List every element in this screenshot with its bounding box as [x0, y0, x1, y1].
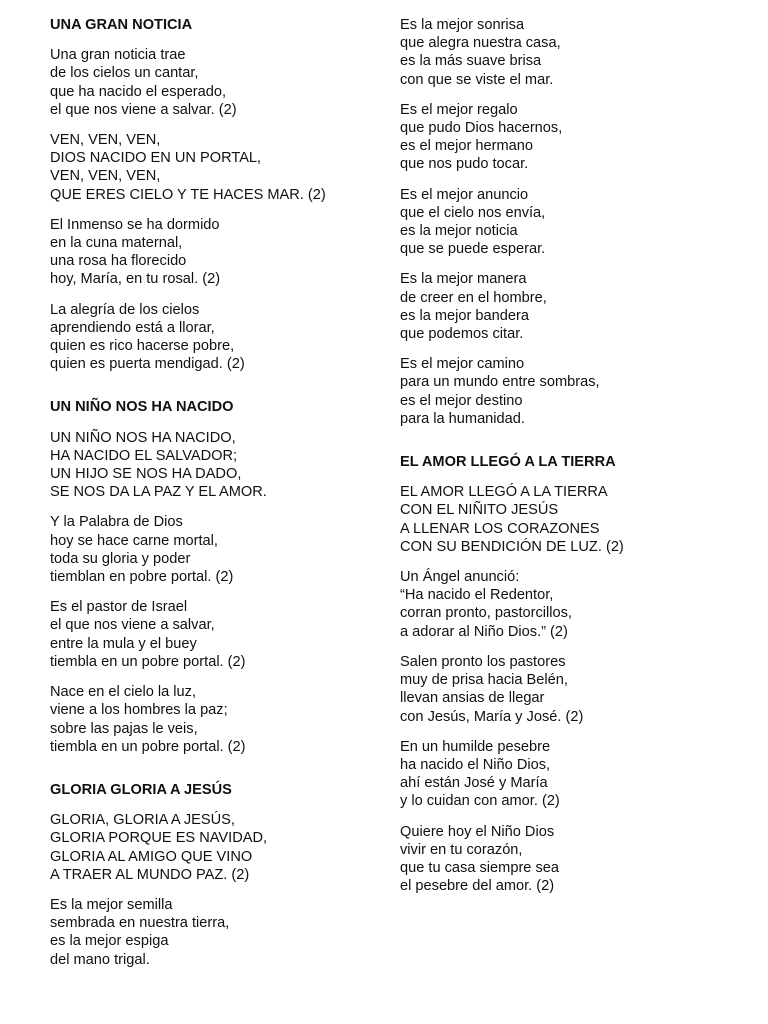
lyric-line: GLORIA AL AMIGO QUE VINO [50, 848, 253, 865]
lyric-line: A LLENAR LOS CORAZONES [400, 520, 600, 537]
lyric-line: corran pronto, pastorcillos, [400, 605, 572, 622]
song-title-el-amor-llego-a-la-tierra: EL AMOR LLEGÓ A LA TIERRA [400, 454, 616, 471]
left-column [50, 16, 380, 981]
lyric-line: el que nos viene a salvar. (2) [50, 101, 237, 118]
lyric-line: que el cielo nos envía, [400, 204, 546, 221]
lyric-line: es la mejor bandera [400, 307, 529, 324]
right-column [400, 16, 740, 907]
song-title-gloria-gloria-a-jesus: GLORIA GLORIA A JESÚS [50, 781, 232, 798]
lyric-line: Es la mejor manera [400, 271, 527, 288]
stanza [400, 270, 740, 343]
lyric-line: el pesebre del amor. (2) [400, 878, 555, 895]
stanza [400, 823, 740, 896]
lyric-line: QUE ERES CIELO Y TE HACES MAR. (2) [50, 186, 326, 203]
stanza [400, 568, 740, 641]
lyric-line: VEN, VEN, VEN, [50, 168, 161, 185]
lyric-line: La alegría de los cielos [50, 301, 200, 318]
lyric-line: A TRAER AL MUNDO PAZ. (2) [50, 866, 250, 883]
lyric-line: UN NIÑO NOS HA NACIDO, [50, 429, 236, 446]
lyric-line: que tu casa siempre sea [400, 859, 559, 876]
lyric-line: con Jesús, María y José. (2) [400, 708, 584, 725]
lyric-line: Salen pronto los pastores [400, 653, 566, 670]
lyric-line: que ha nacido el esperado, [50, 83, 227, 100]
lyric-line: es la mejor espiga [50, 933, 169, 950]
lyric-line: de los cielos un cantar, [50, 65, 199, 82]
lyric-line: para la humanidad. [400, 410, 525, 427]
lyric-line: es el mejor hermano [400, 138, 534, 155]
lyric-line: VEN, VEN, VEN, [50, 132, 161, 149]
lyric-line: Y la Palabra de Dios [50, 514, 183, 531]
lyric-line: CON SU BENDICIÓN DE LUZ. (2) [400, 538, 624, 555]
lyric-line: Es el mejor anuncio [400, 186, 529, 203]
lyric-line: ahí están José y María [400, 775, 548, 792]
lyric-line: entre la mula y el buey [50, 635, 197, 652]
lyric-line: Es el mejor regalo [400, 101, 518, 118]
lyric-line: Quiere hoy el Niño Dios [400, 823, 555, 840]
lyric-line: toda su gloria y poder [50, 550, 191, 567]
lyric-line: es el mejor destino [400, 392, 523, 409]
stanza [400, 738, 740, 811]
lyric-line: Es el mejor camino [400, 356, 525, 373]
stanza [50, 683, 380, 756]
lyric-line: Nace en el cielo la luz, [50, 684, 197, 701]
lyric-line: que pudo Dios hacernos, [400, 120, 563, 137]
lyric-line: CON EL NIÑITO JESÚS [400, 502, 559, 519]
stanza [50, 46, 380, 119]
lyric-line: “Ha nacido el Redentor, [400, 587, 554, 604]
lyric-line: tiembla en un pobre portal. (2) [50, 738, 246, 755]
lyric-line: ha nacido el Niño Dios, [400, 756, 551, 773]
lyric-line: quien es rico hacerse pobre, [50, 338, 235, 355]
lyric-line: de creer en el hombre, [400, 289, 547, 306]
lyric-line: aprendiendo está a llorar, [50, 319, 215, 336]
lyric-line: y lo cuidan con amor. (2) [400, 793, 560, 810]
stanza [50, 301, 380, 374]
lyric-line: tiembla en un pobre portal. (2) [50, 653, 246, 670]
lyric-line: Es el pastor de Israel [50, 599, 188, 616]
lyric-line: DIOS NACIDO EN UN PORTAL, [50, 150, 262, 167]
stanza [50, 896, 380, 969]
lyric-line: es la más suave brisa [400, 53, 542, 70]
lyric-line: viene a los hombres la paz; [50, 702, 228, 719]
lyric-line: El Inmenso se ha dormido [50, 216, 220, 233]
lyric-line: EL AMOR LLEGÓ A LA TIERRA [400, 484, 608, 501]
lyric-line: quien es puerta mendigad. (2) [50, 356, 245, 373]
lyric-line: sembrada en nuestra tierra, [50, 915, 230, 932]
lyric-line: tiemblan en pobre portal. (2) [50, 569, 234, 586]
lyric-line: con que se viste el mar. [400, 71, 554, 88]
lyric-line: en la cuna maternal, [50, 235, 183, 252]
lyric-line: En un humilde pesebre [400, 738, 551, 755]
stanza [400, 16, 740, 89]
lyric-line: llevan ansias de llegar [400, 690, 545, 707]
lyric-line: que alegra nuestra casa, [400, 35, 561, 52]
lyric-line: Es la mejor sonrisa [400, 17, 525, 33]
lyric-line: muy de prisa hacia Belén, [400, 672, 568, 689]
lyric-line: a adorar al Niño Dios.” (2) [400, 623, 568, 640]
lyric-line: HA NACIDO EL SALVADOR; [50, 447, 238, 464]
song-title-un-nino-nos-ha-nacido: UN NIÑO NOS HA NACIDO [50, 399, 234, 416]
lyric-line: Un Ángel anunció: [400, 569, 520, 586]
lyric-line: para un mundo entre sombras, [400, 374, 600, 391]
stanza [50, 598, 380, 671]
lyric-line: es la mejor noticia [400, 223, 518, 240]
stanza [400, 101, 740, 174]
stanza [50, 216, 380, 289]
stanza [50, 513, 380, 586]
lyric-line: que se puede esperar. [400, 241, 546, 258]
lyric-line: vivir en tu corazón, [400, 841, 523, 858]
lyric-line: Una gran noticia trae [50, 47, 186, 64]
lyric-line: una rosa ha florecido [50, 253, 187, 270]
stanza [400, 186, 740, 259]
lyric-line: sobre las pajas le veis, [50, 720, 198, 737]
chorus [50, 429, 380, 502]
lyric-line: hoy se hace carne mortal, [50, 532, 218, 549]
lyric-line: del mano trigal. [50, 951, 150, 968]
lyric-line: GLORIA, GLORIA A JESÚS, [50, 812, 235, 829]
lyric-line: SE NOS DA LA PAZ Y EL AMOR. [50, 484, 267, 501]
lyric-line: hoy, María, en tu rosal. (2) [50, 271, 221, 288]
lyric-line: que podemos citar. [400, 326, 524, 343]
stanza [400, 355, 740, 428]
chorus [50, 131, 380, 204]
lyric-line: que nos pudo tocar. [400, 156, 529, 173]
lyric-line: UN HIJO SE NOS HA DADO, [50, 466, 242, 483]
song-title-una-gran-noticia: UNA GRAN NOTICIA [50, 17, 193, 33]
chorus [50, 811, 380, 884]
lyric-line: Es la mejor semilla [50, 896, 173, 913]
stanza [400, 653, 740, 726]
lyric-line: el que nos viene a salvar, [50, 617, 215, 634]
lyric-line: GLORIA PORQUE ES NAVIDAD, [50, 830, 268, 847]
chorus [400, 483, 740, 556]
